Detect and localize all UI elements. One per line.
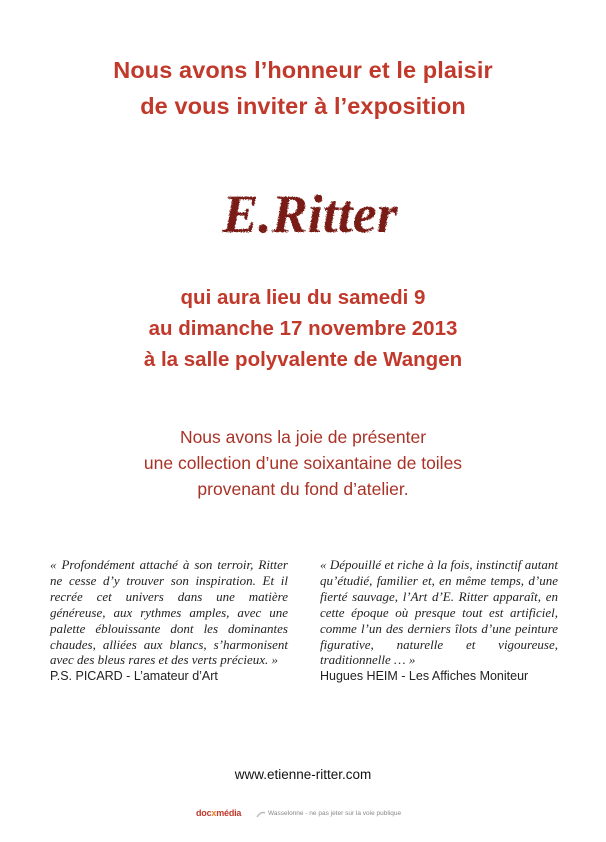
brand-part: x [211,808,217,818]
quote-text: « Profondément attaché à son terroir, Ritter ne cesse d’y trouver son inspiration. Et il recrée cet univers dans une matière généreuse, aux rythmes amples, avec une palette éblouissante dont les dominantes chaudes, alliées aux blancs, s’harmonisent avec des bleus rares et des verts précieux. » [50,557,288,668]
quote-author: P.S. PICARD - L’amateur d’Art [50,669,218,684]
website-link[interactable]: www.etienne-ritter.com [234,767,372,782]
invitation-line: de vous inviter à l’exposition [140,93,466,119]
invitation-title [0,52,606,124]
logo-text: E.Ritter [222,184,398,244]
event-line: à la salle polyvalente de Wangen [143,348,463,371]
event-details [0,282,606,375]
quote-text: « Dépouillé et riche à la fois, instinctif autant qu’étudié, familier et, en même temps, d’une fierté sauvage, l’Art d’E. Ritter apparaît, en cette époque où presque tout est artificiel, comme l’un des derniers îlots d’une peinture figurative, naturelle et vigoureuse, traditionnelle … » [320,557,558,668]
swoosh-icon [256,810,266,820]
intro-line: Nous avons la joie de présenter [179,427,427,447]
quote-right [320,557,558,685]
quote-left [50,557,288,685]
docmedia-logo [196,808,241,818]
event-line: qui aura lieu du samedi 9 [180,286,426,309]
printer-footer [196,808,426,822]
quote-author: Hugues HEIM - Les Affiches Moniteur [320,669,529,684]
footer-text: Wasselonne - ne pas jeter sur la voie publique [268,810,402,817]
intro-text [0,424,606,502]
invitation-line: Nous avons l’honneur et le plaisir [113,57,493,83]
ritter-logo [190,178,430,248]
event-line: au dimanche 17 novembre 2013 [148,317,458,340]
intro-line: provenant du fond d’atelier. [197,479,409,499]
brand-part: doc [196,808,212,818]
intro-line: une collection d’une soixantaine de toiles [143,453,463,473]
brand-part: média [216,808,242,818]
